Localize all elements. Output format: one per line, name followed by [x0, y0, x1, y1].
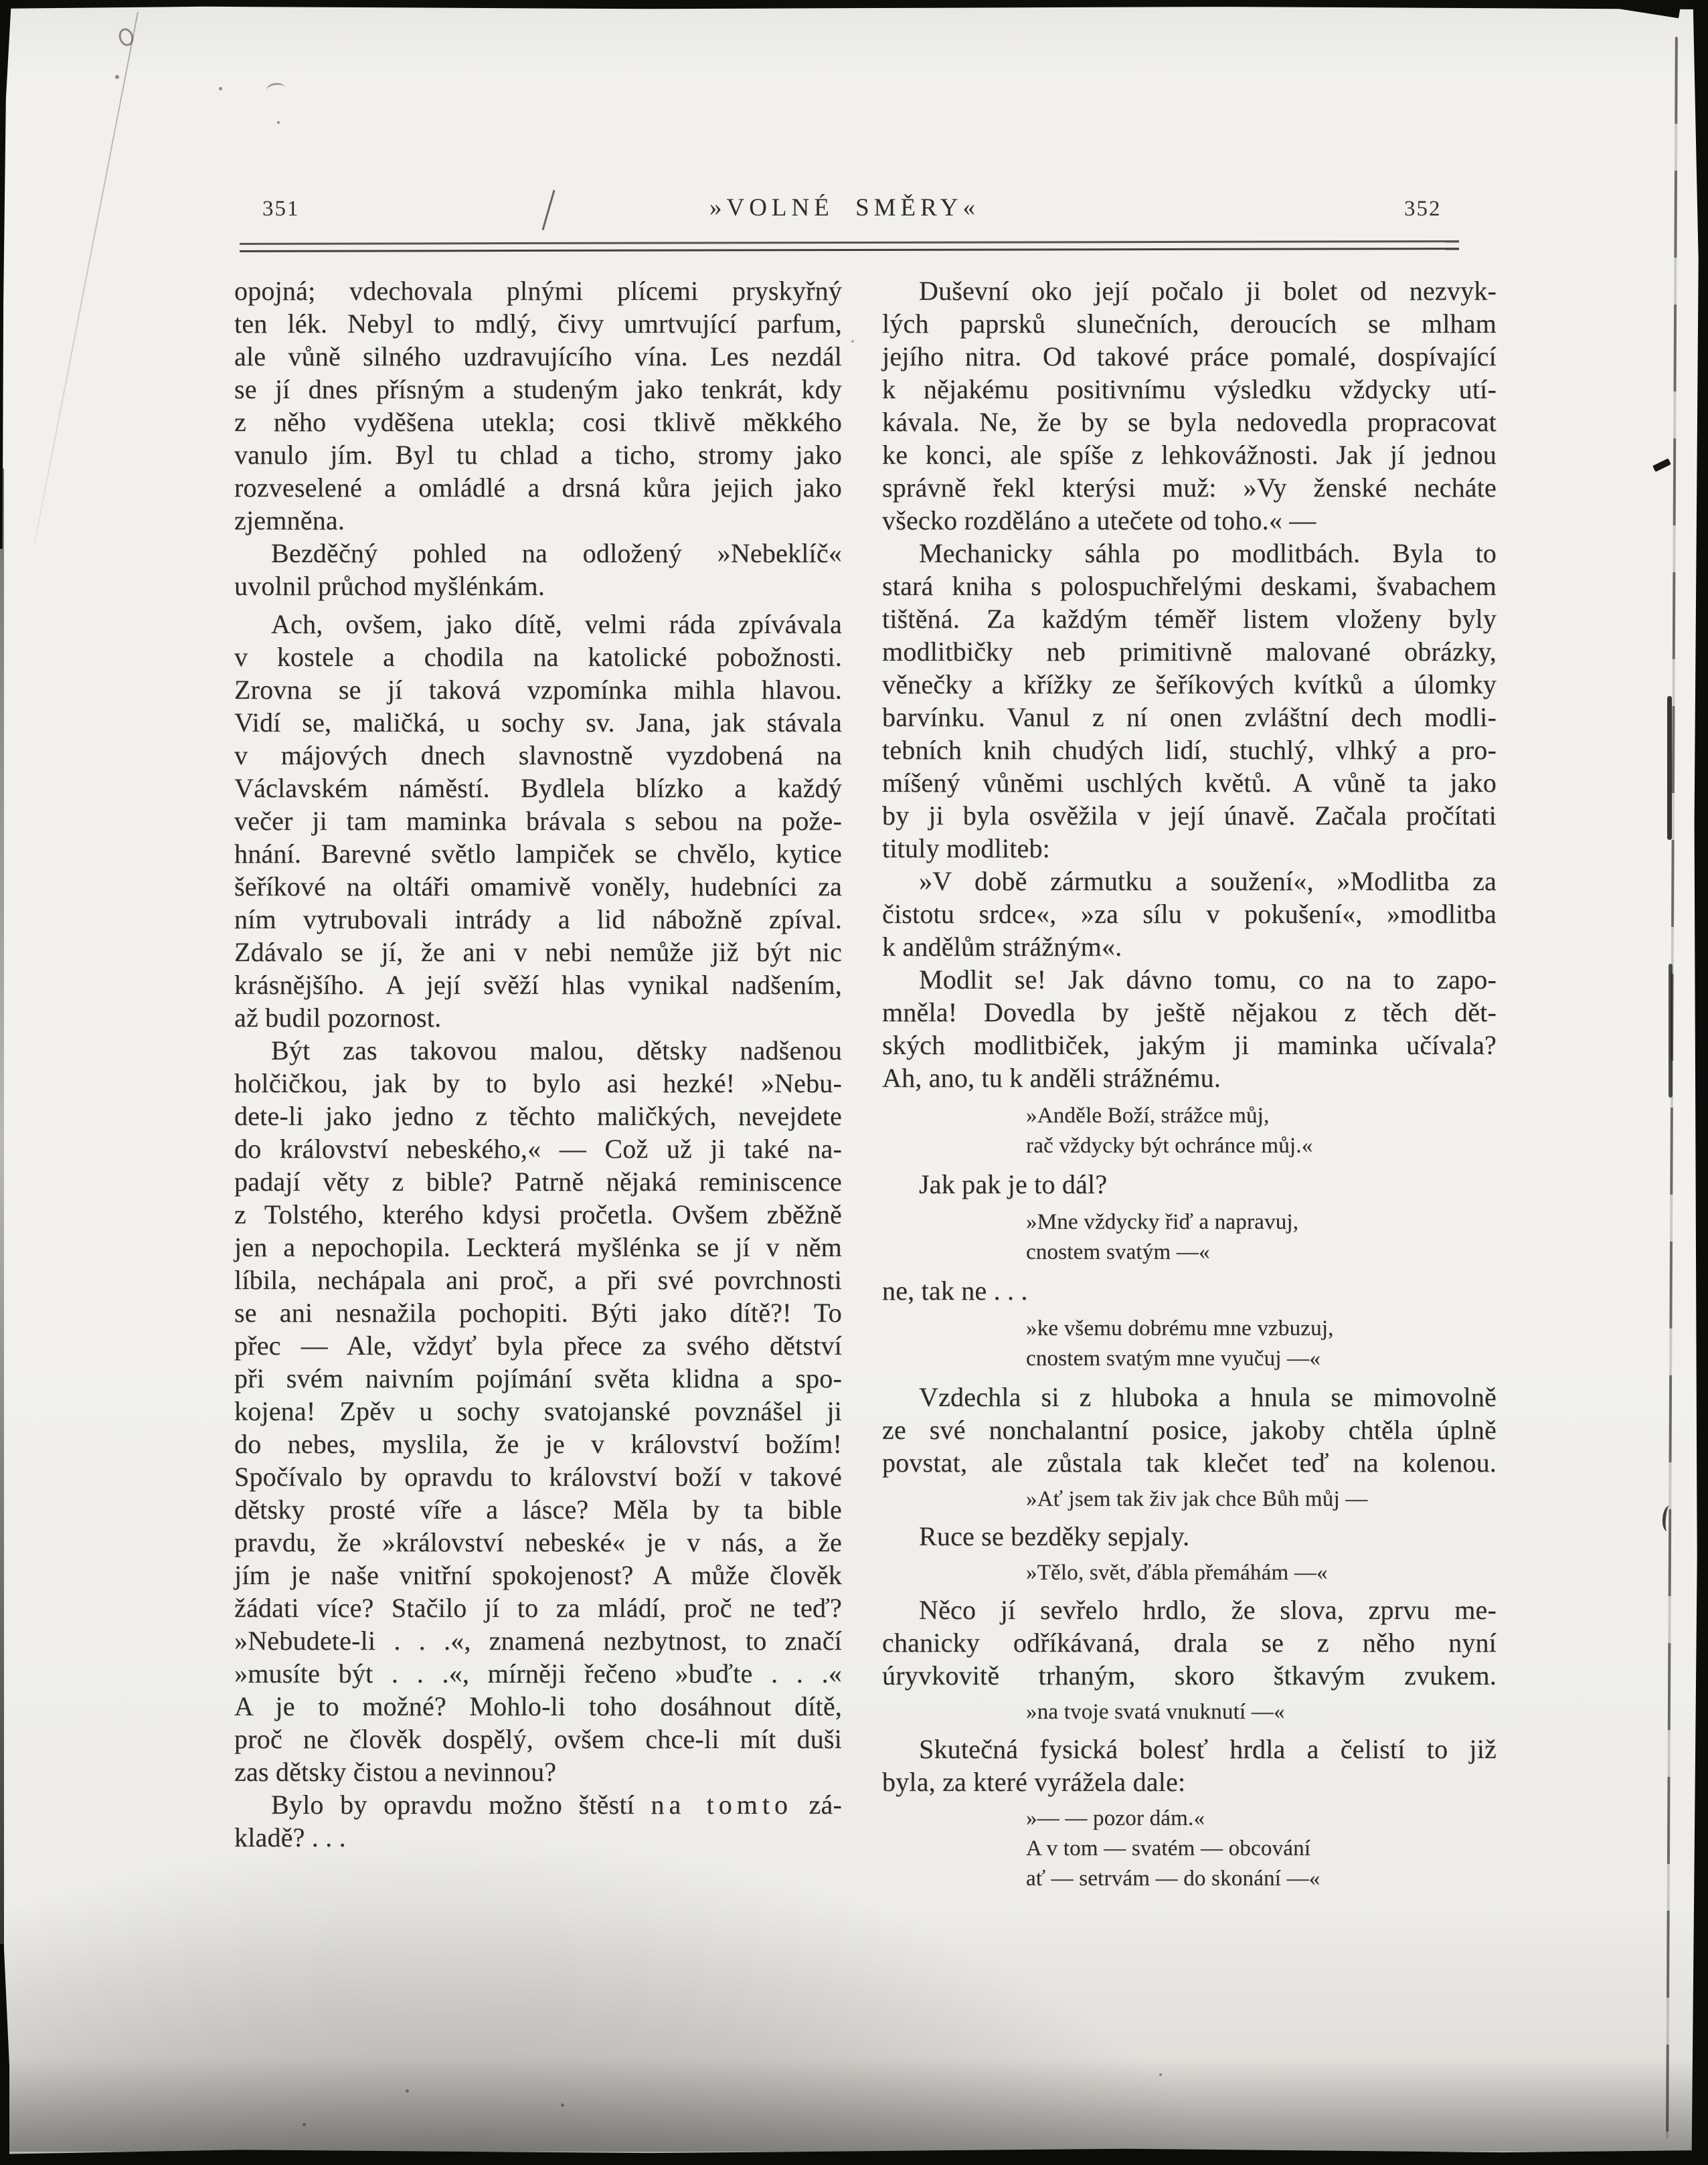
verse-line: »na tvoje svatá vnuknutí —«: [1026, 1700, 1285, 1724]
text-line: Ruce se bezděky sepjaly.: [919, 1521, 1190, 1551]
text-line: proč ne člověk dospělý, ovšem chce-li mít duši: [234, 1724, 842, 1754]
text-line: Něco jí sevřelo hrdlo, že slova, zprvu me-: [919, 1595, 1497, 1625]
text-line: k andělům strážným«.: [882, 932, 1122, 962]
fold-mark: [1669, 964, 1673, 1098]
fold-mark: [1661, 1505, 1675, 1531]
text-line: ských modlitbiček, jakým ji maminka učívala?: [882, 1030, 1497, 1060]
text-line: Zrovna se jí taková vzpomínka mihla hlavou.: [234, 675, 842, 705]
text-line: kojena! Zpěv u sochy svatojanské povznášel ji: [234, 1396, 842, 1426]
text-line: ten lék. Nebyl to mdlý, čivy umrtvující parfum,: [234, 309, 842, 339]
verse-line: cnostem svatým mne vyučuj —«: [1026, 1347, 1321, 1371]
text-line: A je to možné? Mohlo-li toho dosáhnout dítě,: [234, 1691, 842, 1721]
text-line: zas dětsky čistou a nevinnou?: [234, 1757, 557, 1787]
scan-speck: [219, 87, 222, 90]
text-line: úryvkovitě trhaným, skoro štkavým zvukem.: [882, 1660, 1497, 1691]
text-line: kladě? . . .: [234, 1822, 346, 1852]
text-line: holčičkou, jak by to bylo asi hezké! »Nebu-: [234, 1068, 842, 1098]
text-line: dete-li jako jedno z těchto maličkých, nevejdete: [234, 1101, 842, 1131]
verse-line: »— — pozor dám.«: [1026, 1806, 1205, 1830]
text-line: všecko rozděláno a utečete od toho.« —: [882, 505, 1316, 535]
scan-speck: [277, 121, 280, 124]
text-line: v kostele a chodila na katolické pobožnosti.: [234, 642, 842, 672]
verse-line: »Anděle Boží, strážce můj,: [1026, 1104, 1270, 1128]
text-line: tebních knih chudých lidí, stuchlý, vlhký a pro-: [882, 735, 1497, 765]
text-line: padají věty z bible? Patrně nějaká reminiscence: [234, 1166, 842, 1197]
text-line: v májových dnech slavnostně vyzdobená na: [234, 740, 842, 770]
text-line: večer ji tam maminka brávala s sebou na pože-: [234, 806, 842, 836]
text-line: Skutečná fysická bolesť hrdla a čelistí to již: [919, 1734, 1497, 1764]
text-line: kávala. Ne, že by se byla nedovedla propracovat: [882, 407, 1497, 437]
verse-line: cnostem svatým —«: [1026, 1240, 1210, 1264]
text-line: Být zas takovou malou, dětsky nadšenou: [271, 1035, 842, 1065]
fold-mark: [1667, 696, 1672, 840]
right-text-column: [882, 274, 1497, 1894]
crease-line: [33, 12, 139, 544]
text-line: k nějakému positivnímu výsledku vždycky utí-: [882, 374, 1497, 404]
text-line: krásnějšího. A její svěží hlas vynikal nadšením,: [234, 970, 842, 1000]
squiggle-mark: [266, 82, 286, 96]
text-line: chanicky odříkávaná, drala se z něho nyní: [882, 1628, 1497, 1658]
text-line: Ach, ovšem, jako dítě, velmi ráda zpívávala: [271, 609, 842, 639]
text-line: při svém naivním pojímání světa klidna a spo-: [234, 1363, 842, 1393]
verse-line: »ke všemu dobrému mne vzbuzuj,: [1026, 1316, 1334, 1340]
text-line: ze své nonchalantní posice, jakoby chtěla úplně: [882, 1415, 1497, 1445]
page-edge-right: [1685, 0, 1708, 2165]
page-number-right: 352: [1404, 197, 1442, 221]
text-line: z něho vyděšena utekla; cosi tklivě měkkého: [234, 407, 842, 437]
text-line: tituly modliteb:: [882, 833, 1050, 863]
text-line: »Nebudete-li . . .«, znamená nezbytnost, to značí: [234, 1626, 842, 1656]
text-line: míšený vůněmi uschlých květů. A vůně ta jako: [882, 768, 1497, 798]
verse-line: A v tom — svatém — obcování: [1026, 1836, 1311, 1860]
text-line: až budil pozornost.: [234, 1003, 442, 1033]
text-line: Zdávalo se jí, že ani v nebi nemůže již být nic: [234, 937, 842, 967]
text-line: jím je naše vnitřní spokojenost? A může člověk: [234, 1560, 842, 1590]
journal-title: »VOLNÉ SMĚRY«: [709, 194, 980, 222]
text-line: přec — Ale, vždyť byla přece za svého dětství: [234, 1330, 842, 1361]
text-line: z Tolstého, kterého kdysi pročetla. Ovšem zběžně: [234, 1199, 842, 1229]
text-line: do nebes, myslila, že je v království božím!: [234, 1429, 842, 1459]
text-line: šeříkové na oltáři omamivě voněly, hudebníci za: [234, 871, 842, 901]
text-line: Modlit se! Jak dávno tomu, co na to zapo-: [919, 964, 1497, 994]
page-edge-left-top: [0, 0, 11, 549]
ring-mark: [116, 26, 135, 48]
text-line: tištěná. Za každým téměř listem vloženy byly: [882, 604, 1497, 634]
text-line: lých paprsků slunečních, deroucích se mlham: [882, 309, 1497, 339]
text-line: čistotu srdce«, »za sílu v pokušení«, »modlitba: [882, 899, 1497, 929]
scan-speck: [115, 75, 119, 79]
verse-line: »Mne vždycky řiď a napravuj,: [1026, 1210, 1299, 1234]
text-line: hnání. Barevné světlo lampiček se chvělo, kytice: [234, 839, 842, 869]
text-line: byla, za které vyrážela dale:: [882, 1767, 1186, 1797]
text-line: uvolnil průchod myšlénkám.: [234, 571, 545, 601]
text-line: pravdu, že »království nebeské« je v nás, a že: [234, 1527, 842, 1557]
text-line: jen a nepochopila. Leckterá myšlénka se jí v něm: [234, 1232, 842, 1262]
text-line: »musíte být . . .«, mírněji řečeno »buďte . . .«: [234, 1658, 842, 1688]
left-text-column: [234, 274, 842, 1854]
verse-line: ať — setrvám — do skonání —«: [1026, 1867, 1320, 1891]
text-line: věnečky a křížky ze šeříkových kvítků a úlomky: [882, 669, 1497, 699]
text-line: barvínku. Vanul z ní onen zvláštní dech modli-: [882, 702, 1497, 732]
verse-line: »Tělo, svět, ďábla přemáhám —«: [1026, 1561, 1328, 1585]
page-edge-top: [0, 0, 1708, 9]
text-line: dětsky prosté víře a lásce? Měla by ta bible: [234, 1494, 842, 1525]
text-line: Mechanicky sáhla po modlitbách. Byla to: [919, 538, 1497, 568]
text-line: líbila, nechápala ani proč, a při své povrchnosti: [234, 1265, 842, 1295]
text-line: Jak pak je to dál?: [919, 1169, 1108, 1199]
page-edge-left: [0, 468, 4, 2165]
text-line: ke konci, ale spíše z lehkovážnosti. Jak jí jednou: [882, 440, 1497, 470]
text-line: žádati více? Stačilo jí to za mládí, proč ne teď?: [234, 1593, 842, 1623]
text-line: by ji byla osvěžila v její únavě. Začala pročítati: [882, 800, 1497, 831]
text-line: povstat, ale zůstala tak klečet teď na kolenou.: [882, 1448, 1497, 1478]
text-line: Spočívalo by opravdu to království boží v takové: [234, 1462, 842, 1492]
header-rule: [240, 240, 1459, 252]
fold-mark: [1652, 458, 1671, 472]
text-line: jejího nitra. Od takové práce pomalé, dospívající: [882, 341, 1497, 371]
text-line: Vzdechla si z hluboka a hnula se mimovolně: [919, 1382, 1497, 1412]
scan-speck: [851, 340, 854, 343]
text-line: »V době zármutku a soužení«, »Modlitba za: [919, 866, 1497, 896]
letterspaced-text: na tomto: [651, 1790, 792, 1820]
text-line: Bylo by opravdu možno štěstí na tomto zá-: [271, 1790, 842, 1820]
text-line: stará kniha s polospuchřelými deskami, švabachem: [882, 571, 1497, 601]
text-line: rozveselené a omládlé a drsná kůra jejich jako: [234, 472, 842, 503]
verse-line: rač vždycky být ochránce můj.«: [1026, 1134, 1313, 1158]
text-line: opojná; vdechovala plnými plícemi pryskyřný: [234, 276, 842, 306]
text-line: se ani nesnažila pochopiti. Býti jako dítě?! To: [234, 1298, 842, 1328]
text-line: Václavském náměstí. Bydlela blízko a každý: [234, 773, 842, 803]
verse-line: »Ať jsem tak živ jak chce Bůh můj —: [1026, 1487, 1368, 1511]
text-line: Ah, ano, tu k anděli strážnému.: [882, 1063, 1221, 1093]
text-line: vanulo jím. Byl tu chlad a ticho, stromy jako: [234, 440, 842, 470]
text-line: Bezděčný pohled na odložený »Nebeklíč«: [271, 538, 842, 568]
text-line: mněla! Dovedla by ještě nějakou z těch dět-: [882, 997, 1497, 1027]
page-number-left: 351: [262, 197, 300, 221]
text-line: ním vytrubovali intrády a lid nábožně zpíval.: [234, 904, 842, 934]
text-line: modlitbičky neb primitivně malované obrázky,: [882, 636, 1497, 667]
text-line: Duševní oko její počalo ji bolet od nezvyk-: [919, 276, 1497, 306]
page-edge-left-bottom: [0, 1944, 9, 2165]
text-line: ale vůně silného uzdravujícího vína. Les nezdál: [234, 341, 842, 371]
text-line: do království nebeského,« — Což už ji také na-: [234, 1134, 842, 1164]
text-line: ne, tak ne . . .: [882, 1276, 1028, 1306]
text-line: zjemněna.: [234, 505, 345, 535]
text-line: se jí dnes přísným a studeným jako tenkrát, kdy: [234, 374, 842, 404]
text-line: správně řekl kterýsi muž: »Vy ženské necháte: [882, 472, 1497, 503]
page-shadow-bottom: [0, 2058, 1708, 2152]
text-line: Vidí se, maličká, u sochy sv. Jana, jak stávala: [234, 707, 842, 738]
